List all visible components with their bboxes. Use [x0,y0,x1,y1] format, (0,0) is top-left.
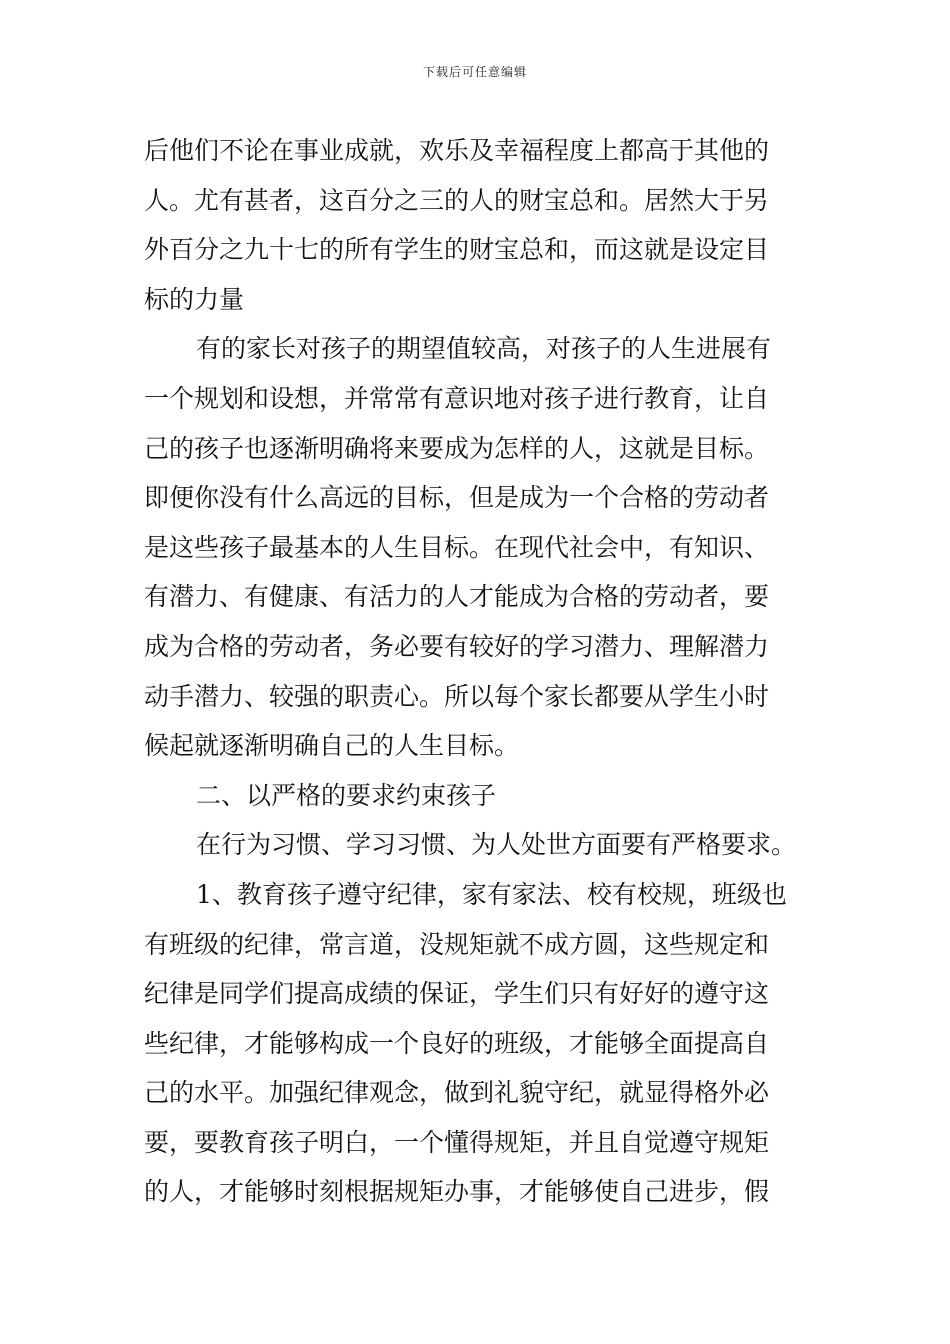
text-line: 纪律是同学们提高成绩的保证，学生们只有好好的遵守这 [144,979,770,1009]
text-line: 是这些孩子最基本的人生目标。在现代社会中，有知识、 [144,532,770,562]
section-heading: 二、以严格的要求约束孩子 [196,780,497,810]
text-line: 候起就逐渐明确自己的人生目标。 [144,731,520,761]
text-line: 外百分之九十七的所有学生的财宝总和，而这就是设定目 [144,235,770,265]
text-line: 些纪律，才能够构成一个良好的班级，才能够全面提高自 [144,1028,770,1058]
text-line: 己的孩子也逐渐明确将来要成为怎样的人，这就是目标。 [144,433,770,463]
text-line: 后他们不论在事业成就，欢乐及幸福程度上都高于其他的 [144,136,770,165]
text-line: 成为合格的劳动者，务必要有较好的学习潜力、理解潜力 [144,631,770,661]
paragraph-start-line: 在行为习惯、学习习惯、为人处世方面要有严格要求。 [196,830,797,860]
text-line: 要，要教育孩子明白，一个懂得规矩，并且自觉遵守规矩 [144,1127,770,1157]
text-line: 的人，才能够时刻根据规矩办事，才能够使自己进步，假 [144,1177,770,1207]
paragraph-start-line: 有的家长对孩子的期望值较高，对孩子的人生进展有 [196,334,772,364]
text-line: 动手潜力、较强的职责心。所以每个家长都要从学生小时 [144,681,770,711]
text-line: 有班级的纪律，常言道，没规矩就不成方圆，这些规定和 [144,929,770,959]
text-line: 人。尤有甚者，这百分之三的人的财宝总和。居然大于另 [144,185,770,215]
text-line: 有潜力、有健康、有活力的人才能成为合格的劳动者，要 [144,582,770,612]
text-line: 一个规划和设想，并常常有意识地对孩子进行教育，让自 [144,383,770,413]
page-header: 下载后可任意编辑 [422,65,527,79]
text-line: 己的水平。加强纪律观念，做到礼貌守纪，就显得格外必 [144,1078,770,1108]
body-text [144,126,814,1217]
text-line: 标的力量 [144,284,245,314]
text-line: 即便你没有什么高远的目标，但是成为一个合格的劳动者 [144,483,770,513]
paragraph-start-line: 1、教育孩子遵守纪律，家有家法、校有校规，班级也 [196,879,787,909]
